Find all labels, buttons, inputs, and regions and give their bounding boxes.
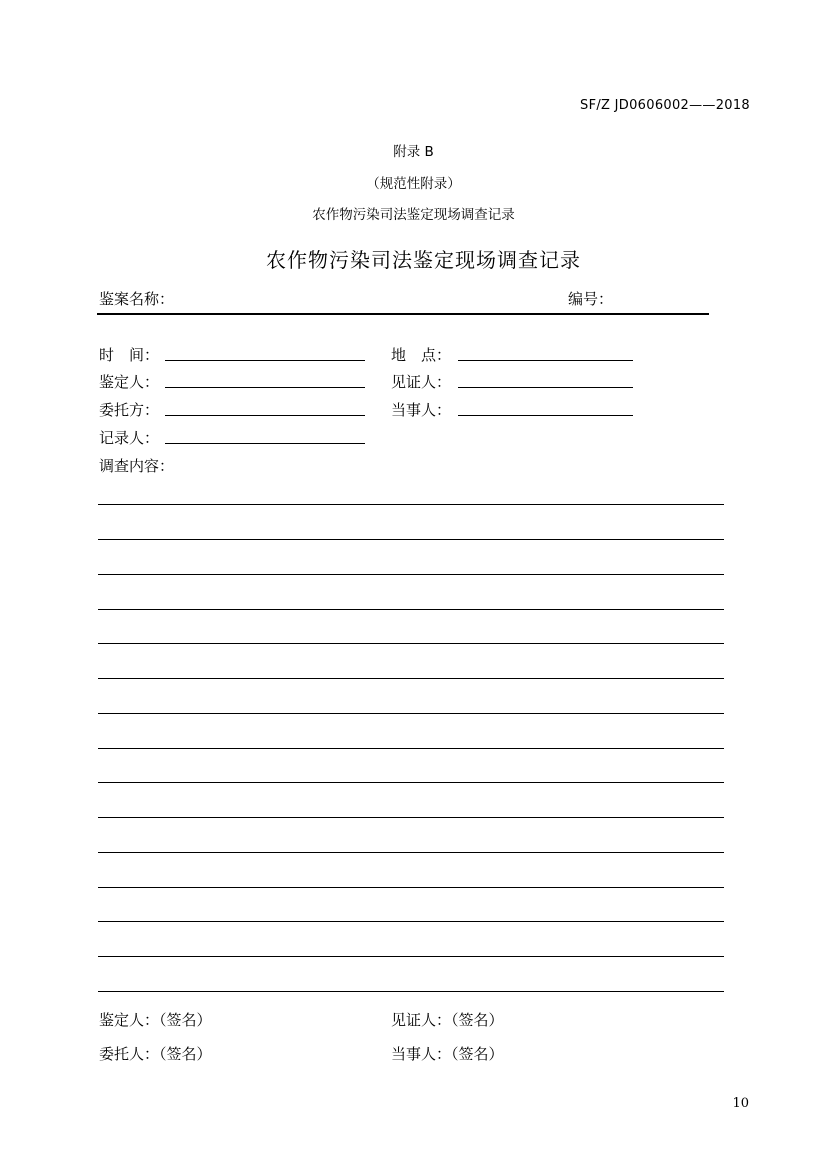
writing-line[interactable] — [98, 678, 724, 679]
appendix-type: （规范性附录） — [366, 176, 461, 192]
writing-line[interactable] — [98, 852, 724, 853]
writing-line[interactable] — [98, 956, 724, 957]
appraiser-signature: 鉴定人：（签名） — [99, 1011, 212, 1029]
page-number: 10 — [732, 1096, 749, 1111]
time-label: 时 间： — [99, 346, 160, 364]
recorder-blank[interactable] — [165, 443, 365, 444]
party-label: 当事人： — [391, 401, 452, 419]
appraiser-label: 鉴定人： — [99, 373, 160, 391]
recorder-label: 记录人： — [99, 429, 160, 447]
writing-line[interactable] — [98, 574, 724, 575]
party-signature: 当事人：（签名） — [391, 1045, 504, 1063]
place-label: 地 点： — [391, 346, 452, 364]
content-label: 调查内容： — [99, 457, 175, 475]
client-blank[interactable] — [165, 415, 365, 416]
client-signature: 委托人：（签名） — [99, 1045, 212, 1063]
writing-line[interactable] — [98, 921, 724, 922]
writing-line[interactable] — [98, 817, 724, 818]
appendix-label: 附录 B — [393, 144, 434, 160]
standard-code: SF/Z JD0606002——2018 — [580, 98, 750, 113]
writing-line[interactable] — [98, 748, 724, 749]
writing-line[interactable] — [98, 504, 724, 505]
header-rule — [97, 313, 709, 315]
writing-line[interactable] — [98, 609, 724, 610]
appraiser-blank[interactable] — [165, 387, 365, 388]
client-label: 委托方： — [99, 401, 160, 419]
witness-signature: 见证人：（签名） — [391, 1011, 504, 1029]
writing-line[interactable] — [98, 713, 724, 714]
appendix-title: 农作物污染司法鉴定现场调查记录 — [312, 207, 515, 223]
writing-line[interactable] — [98, 782, 724, 783]
number-label: 编号： — [568, 290, 614, 308]
case-name-label: 鉴案名称： — [99, 290, 175, 308]
writing-line[interactable] — [98, 887, 724, 888]
writing-line[interactable] — [98, 991, 724, 992]
party-blank[interactable] — [458, 415, 633, 416]
place-blank[interactable] — [458, 360, 633, 361]
writing-line[interactable] — [98, 539, 724, 540]
time-blank[interactable] — [165, 360, 365, 361]
witness-blank[interactable] — [458, 387, 633, 388]
writing-line[interactable] — [98, 643, 724, 644]
form-title: 农作物污染司法鉴定现场调查记录 — [266, 248, 581, 272]
witness-label: 见证人： — [391, 373, 452, 391]
